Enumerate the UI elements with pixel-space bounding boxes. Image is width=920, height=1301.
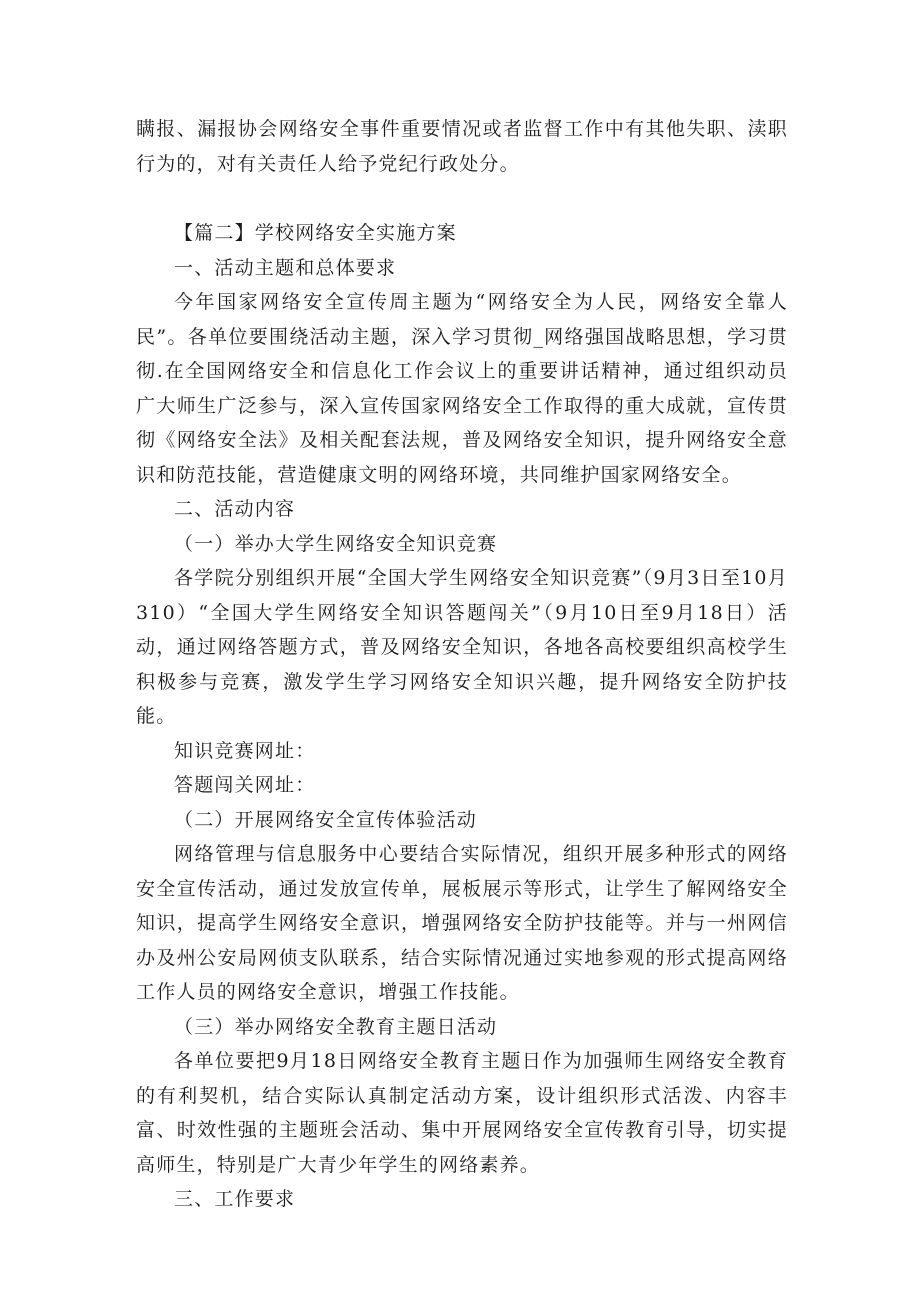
paragraph-education-body: 各单位要把9月18日网络安全教育主题日作为加强师生网络安全教育的有利契机，结合实际认真制定活动方案，设计组织形式活泼、内容丰富、时效性强的主题班会活动、集中开展网络安全宣传教育引导，切实提高师生，特别是广大青少年学生的网络素养。	[136, 1050, 788, 1176]
heading-work-requirements: 三、工作要求	[174, 1188, 296, 1210]
paragraph-theme-body: 今年国家网络安全宣传周主题为“网络安全为人民，网络安全靠人民”。各单位要围绕活动主题，深入学习贯彻_网络强国战略思想，学习贯彻.在全国网络安全和信息化工作会议上的重要讲话精神，通过组织动员广大师生广泛参与，深入宣传国家网络安全工作取得的重大成就，宣传贯彻《网络安全法》及相关配套法规，普及网络安全知识，提升网络安全意识和防范技能，营造健康文明的网络环境，共同维护国家网络安全。	[136, 291, 788, 486]
section-title: 【篇二】学校网络安全实施方案	[174, 222, 457, 244]
contest-url-label: 知识竞赛网址：	[174, 739, 316, 762]
paragraph-experience-body: 网络管理与信息服务中心要结合实际情况，组织开展多种形式的网络安全宣传活动，通过发放宣传单，展板展示等形式，让学生了解网络安全知识，提高学生网络安全意识，增强网络安全防护技能等。并与一州网信办及州公安局网侦支队联系，结合实际情况通过实地参观的形式提高网络工作人员的网络安全意识，增强工作技能。	[136, 843, 788, 1003]
subheading-education-day: （三）举办网络安全教育主题日活动	[174, 1015, 498, 1038]
paragraph-closing-clause: 瞒报、漏报协会网络安全事件重要情况或者监督工作中有其他失职、渎职行为的，对有关责任人给予党纪行政处分。	[136, 118, 788, 175]
quiz-url-label: 答题闯关网址：	[174, 774, 316, 796]
heading-activity-theme: 一、活动主题和总体要求	[174, 256, 397, 279]
subheading-knowledge-contest: （一）举办大学生网络安全知识竞赛	[174, 532, 498, 555]
subheading-experience-activity: （二）开展网络安全宣传体验活动	[174, 808, 478, 831]
paragraph-contest-body: 各学院分别组织开展“全国大学生网络安全知识竞赛”（9月3日至10月310）“全国大学生网络安全知识答题闯关”（9月10日至9月18日）活动，通过网络答题方式，普及网络安全知识，各地各高校要组织高校学生积极参与竞赛，激发学生学习网络安全知识兴趣，提升网络安全防护技能。	[136, 567, 788, 727]
document-body	[136, 112, 788, 1217]
heading-activity-content: 二、活动内容	[174, 498, 296, 520]
